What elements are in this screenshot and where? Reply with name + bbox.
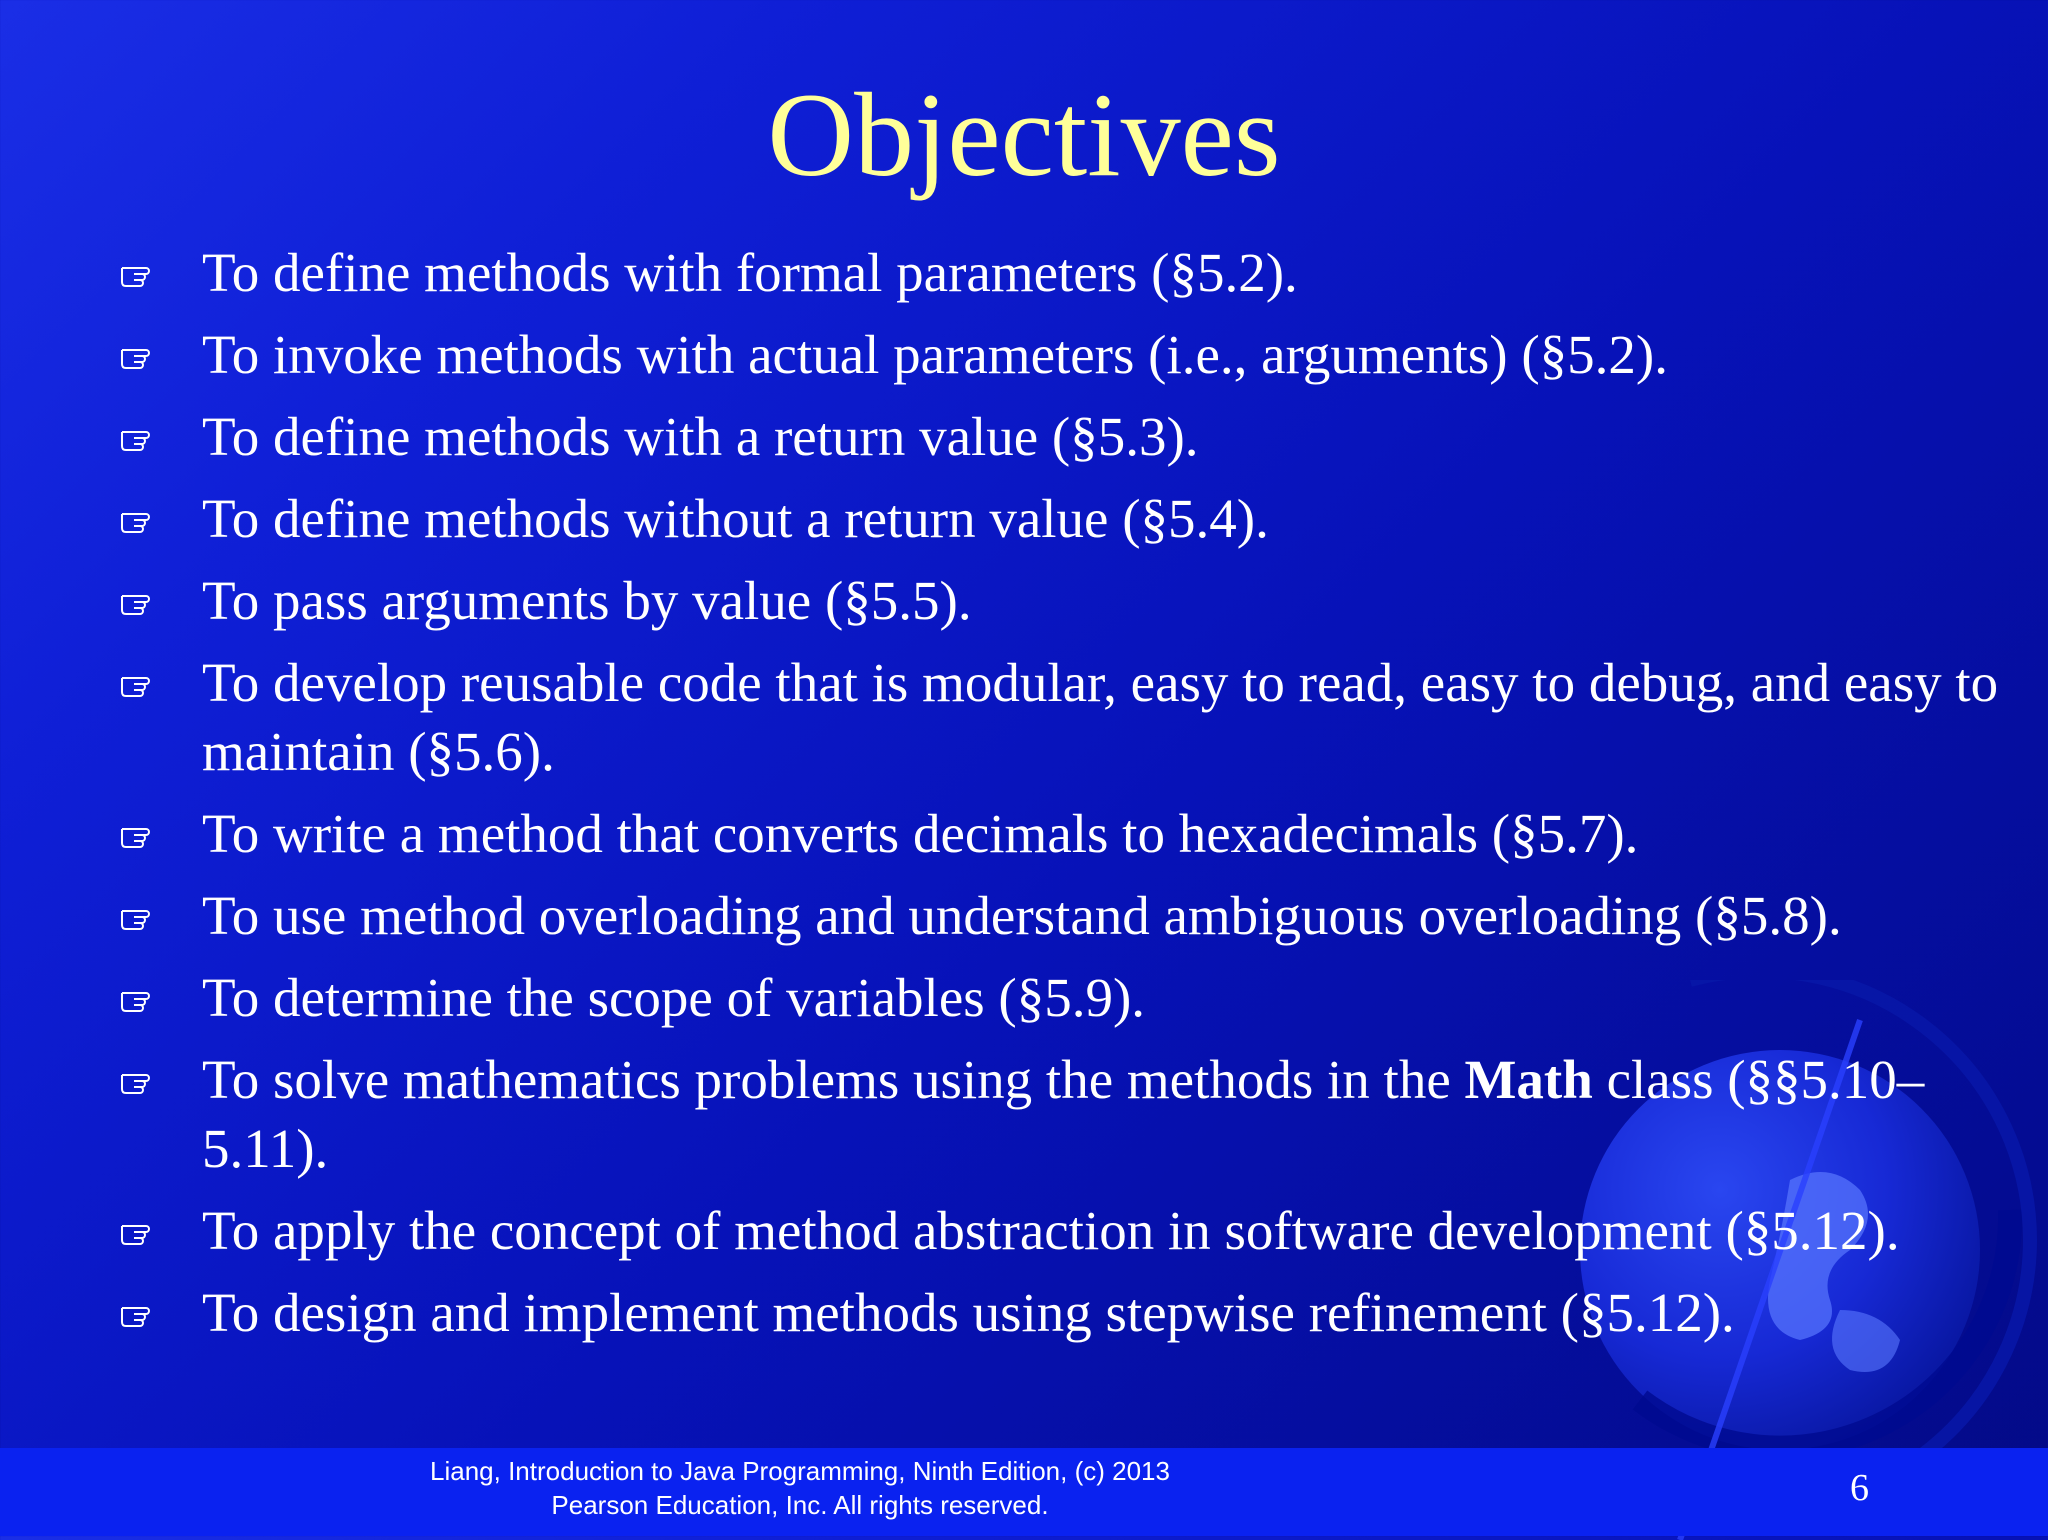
pointing-hand-icon — [120, 1067, 164, 1095]
pointing-hand-icon — [120, 506, 164, 534]
footer-copyright: Liang, Introduction to Java Programming, Ninth Edition, (c) 2013 Pearson Education, Inc. All rights reserved. — [430, 1456, 1170, 1520]
pointing-hand-icon — [120, 670, 164, 698]
objective-text: To design and implement methods using stepwise refinement (§5.12). — [202, 1282, 1735, 1343]
objective-text-before: To solve mathematics problems using the methods in the — [202, 1049, 1465, 1110]
objective-text: To determine the scope of variables (§5.9). — [202, 967, 1146, 1028]
pointing-hand-icon — [120, 342, 164, 370]
objective-item — [120, 484, 2000, 553]
objective-item — [120, 320, 2000, 389]
objective-item — [120, 1045, 2000, 1183]
objective-item — [120, 402, 2000, 471]
objective-text: To apply the concept of method abstraction in software development (§5.12). — [202, 1200, 1900, 1261]
pointing-hand-icon — [120, 903, 164, 931]
objective-item — [120, 238, 2000, 307]
objective-item — [120, 1196, 2000, 1265]
objective-text — [202, 1049, 1924, 1179]
pointing-hand-icon — [120, 1300, 164, 1328]
objective-item — [120, 799, 2000, 868]
objective-item — [120, 648, 2000, 786]
objective-item — [120, 881, 2000, 950]
pointing-hand-icon — [120, 821, 164, 849]
objective-text: To define methods without a return value (§5.4). — [202, 488, 1269, 549]
objectives-list — [120, 238, 2000, 1360]
objective-text: To define methods with formal parameters (§5.2). — [202, 242, 1298, 303]
objective-text: To write a method that converts decimals to hexadecimals (§5.7). — [202, 803, 1639, 864]
pointing-hand-icon — [120, 260, 164, 288]
pointing-hand-icon — [120, 588, 164, 616]
objective-text: To invoke methods with actual parameters (i.e., arguments) (§5.2). — [202, 324, 1668, 385]
pointing-hand-icon — [120, 424, 164, 452]
pointing-hand-icon — [120, 1218, 164, 1246]
page-number: 6 — [1850, 1467, 1869, 1509]
objective-text: To develop reusable code that is modular, easy to read, easy to debug, and easy to maintain (§5.6). — [202, 652, 1999, 782]
objective-text: To define methods with a return value (§5.3). — [202, 406, 1199, 467]
objective-item — [120, 963, 2000, 1032]
pointing-hand-icon — [120, 985, 164, 1013]
objective-text: To pass arguments by value (§5.5). — [202, 570, 972, 631]
math-class-name: Math — [1464, 1049, 1593, 1110]
objective-text: To use method overloading and understand ambiguous overloading (§5.8). — [202, 885, 1842, 946]
objective-item — [120, 566, 2000, 635]
objective-item — [120, 1278, 2000, 1347]
objective-text-after: class (§§5.10–5.11). — [202, 1049, 1925, 1179]
slide-title: Objectives — [767, 68, 1281, 201]
